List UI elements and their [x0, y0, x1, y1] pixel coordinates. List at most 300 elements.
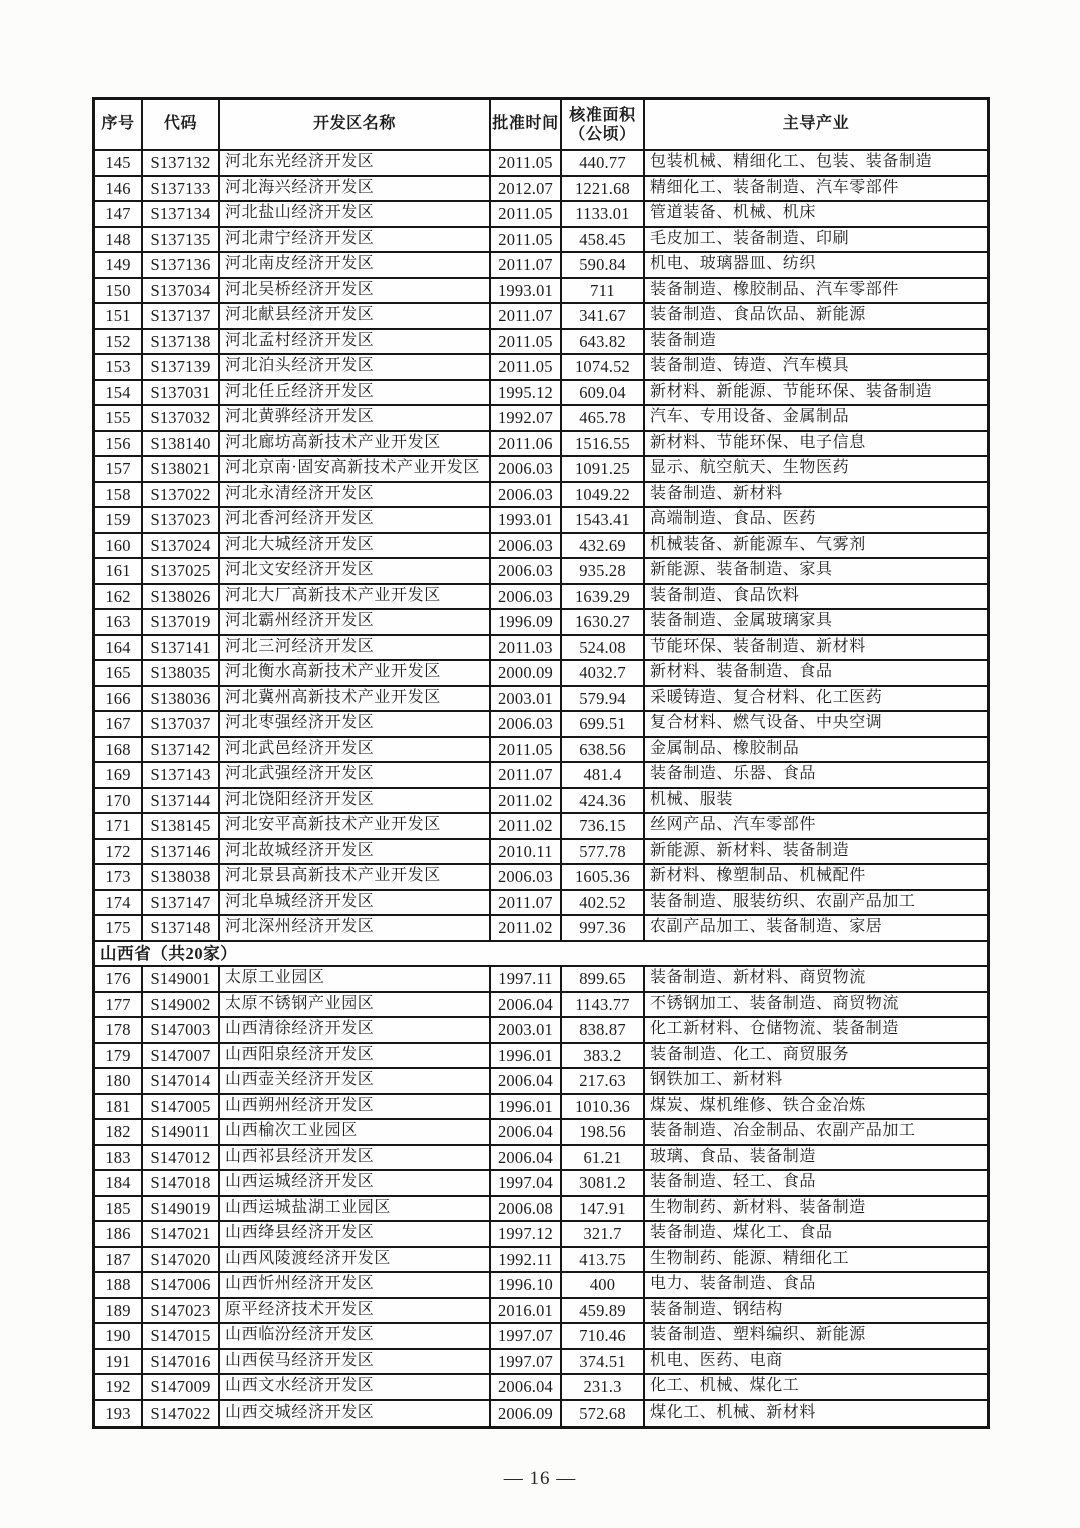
- table-row: [95, 279, 987, 305]
- table-header-row: [95, 100, 987, 151]
- cell-code: S137144: [143, 789, 220, 815]
- cell-industries: 管道装备、机械、机床: [645, 202, 987, 228]
- cell-date: 2006.03: [491, 483, 562, 509]
- table-row: [95, 585, 987, 611]
- cell-industries: 装备制造、食品饮品、新能源: [645, 304, 987, 330]
- cell-name: 河北三河经济开发区: [220, 636, 491, 662]
- cell-name: 河北阜城经济开发区: [220, 891, 491, 917]
- header-area-line1: 核准面积: [569, 106, 636, 124]
- cell-date: 2006.08: [491, 1197, 562, 1223]
- cell-no: 167: [95, 712, 143, 738]
- cell-industries: 装备制造、冶金制品、农副产品加工: [645, 1120, 987, 1146]
- table-row: [95, 1120, 987, 1146]
- table-row: [95, 1299, 987, 1325]
- table-row: [95, 763, 987, 789]
- cell-date: 2006.03: [491, 534, 562, 560]
- cell-area: 440.77: [562, 151, 645, 177]
- cell-area: 1221.68: [562, 177, 645, 203]
- cell-date: 1996.01: [491, 1095, 562, 1121]
- cell-area: 1630.27: [562, 610, 645, 636]
- table-row: [95, 381, 987, 407]
- cell-industries: 装备制造、轻工、食品: [645, 1171, 987, 1197]
- cell-area: 459.89: [562, 1299, 645, 1325]
- cell-name: 河北大厂高新技术产业开发区: [220, 585, 491, 611]
- cell-no: 162: [95, 585, 143, 611]
- cell-no: 147: [95, 202, 143, 228]
- cell-industries: 钢铁加工、新材料: [645, 1069, 987, 1095]
- cell-no: 188: [95, 1273, 143, 1299]
- cell-date: 2011.05: [491, 355, 562, 381]
- cell-no: 190: [95, 1324, 143, 1350]
- cell-no: 170: [95, 789, 143, 815]
- cell-area: 997.36: [562, 916, 645, 942]
- table-row: [95, 304, 987, 330]
- cell-name: 河北武邑经济开发区: [220, 738, 491, 764]
- cell-name: 河北肃宁经济开发区: [220, 228, 491, 254]
- table-row: [95, 916, 987, 942]
- cell-area: 1091.25: [562, 457, 645, 483]
- cell-no: 192: [95, 1375, 143, 1401]
- cell-area: 1543.41: [562, 508, 645, 534]
- cell-code: S147005: [143, 1095, 220, 1121]
- header-cell-code: 代码: [143, 100, 220, 151]
- cell-no: 158: [95, 483, 143, 509]
- cell-no: 163: [95, 610, 143, 636]
- table-row: [95, 610, 987, 636]
- cell-date: 1993.01: [491, 508, 562, 534]
- cell-no: 169: [95, 763, 143, 789]
- cell-no: 150: [95, 279, 143, 305]
- table-row: [95, 738, 987, 764]
- cell-area: 61.21: [562, 1146, 645, 1172]
- cell-industries: 精细化工、装备制造、汽车零部件: [645, 177, 987, 203]
- cell-industries: 装备制造、食品饮料: [645, 585, 987, 611]
- cell-name: 山西临汾经济开发区: [220, 1324, 491, 1350]
- table-row: [95, 1401, 987, 1427]
- cell-date: 2006.03: [491, 712, 562, 738]
- cell-code: S138026: [143, 585, 220, 611]
- cell-date: 2016.01: [491, 1299, 562, 1325]
- table-row: [95, 865, 987, 891]
- cell-no: 148: [95, 228, 143, 254]
- cell-code: S138038: [143, 865, 220, 891]
- cell-no: 176: [95, 967, 143, 993]
- table-row: [95, 355, 987, 381]
- cell-name: 河北永清经济开发区: [220, 483, 491, 509]
- table-row: [95, 432, 987, 458]
- cell-name: 河北南皮经济开发区: [220, 253, 491, 279]
- cell-code: S137136: [143, 253, 220, 279]
- cell-name: 山西壶关经济开发区: [220, 1069, 491, 1095]
- cell-name: 河北霸州经济开发区: [220, 610, 491, 636]
- cell-industries: 机电、医药、电商: [645, 1350, 987, 1376]
- cell-area: 899.65: [562, 967, 645, 993]
- cell-no: 165: [95, 661, 143, 687]
- cell-no: 155: [95, 406, 143, 432]
- cell-date: 2011.02: [491, 789, 562, 815]
- cell-area: 609.04: [562, 381, 645, 407]
- cell-date: 2011.05: [491, 151, 562, 177]
- cell-name: 山西祁县经济开发区: [220, 1146, 491, 1172]
- cell-area: 424.36: [562, 789, 645, 815]
- cell-name: 河北文安经济开发区: [220, 559, 491, 585]
- cell-area: 3081.2: [562, 1171, 645, 1197]
- cell-date: 2006.04: [491, 1375, 562, 1401]
- cell-name: 河北吴桥经济开发区: [220, 279, 491, 305]
- cell-no: 174: [95, 891, 143, 917]
- table-row: [95, 1375, 987, 1401]
- header-cell-area: [562, 100, 645, 151]
- cell-no: 154: [95, 381, 143, 407]
- cell-code: S137148: [143, 916, 220, 942]
- table-row: [95, 253, 987, 279]
- cell-code: S149011: [143, 1120, 220, 1146]
- cell-area: 341.67: [562, 304, 645, 330]
- cell-area: 572.68: [562, 1401, 645, 1427]
- cell-date: 2006.04: [491, 993, 562, 1019]
- cell-area: 710.46: [562, 1324, 645, 1350]
- cell-area: 432.69: [562, 534, 645, 560]
- cell-code: S137132: [143, 151, 220, 177]
- cell-date: 2011.05: [491, 202, 562, 228]
- cell-code: S137034: [143, 279, 220, 305]
- cell-date: 2011.03: [491, 636, 562, 662]
- cell-area: 838.87: [562, 1018, 645, 1044]
- cell-code: S137019: [143, 610, 220, 636]
- cell-code: S137147: [143, 891, 220, 917]
- cell-industries: 新材料、新能源、节能环保、装备制造: [645, 381, 987, 407]
- cell-date: 1995.12: [491, 381, 562, 407]
- cell-code: S147015: [143, 1324, 220, 1350]
- cell-no: 193: [95, 1401, 143, 1427]
- cell-industries: 显示、航空航天、生物医药: [645, 457, 987, 483]
- cell-name: 山西忻州经济开发区: [220, 1273, 491, 1299]
- cell-industries: 生物制药、能源、精细化工: [645, 1248, 987, 1274]
- cell-industries: 采暖铸造、复合材料、化工医药: [645, 687, 987, 713]
- table-row: [95, 483, 987, 509]
- cell-name: 山西清徐经济开发区: [220, 1018, 491, 1044]
- cell-date: 2003.01: [491, 687, 562, 713]
- cell-area: 147.91: [562, 1197, 645, 1223]
- table-row: [95, 406, 987, 432]
- cell-no: 157: [95, 457, 143, 483]
- cell-date: 2006.04: [491, 1120, 562, 1146]
- cell-code: S147016: [143, 1350, 220, 1376]
- cell-name: 山西榆次工业园区: [220, 1120, 491, 1146]
- cell-name: 河北京南·固安高新技术产业开发区: [220, 457, 491, 483]
- cell-date: 1992.11: [491, 1248, 562, 1274]
- cell-date: 1992.07: [491, 406, 562, 432]
- cell-code: S137134: [143, 202, 220, 228]
- development-zones-table: [92, 97, 990, 1429]
- cell-no: 168: [95, 738, 143, 764]
- cell-industries: 节能环保、装备制造、新材料: [645, 636, 987, 662]
- cell-area: 577.78: [562, 840, 645, 866]
- cell-name: 河北任丘经济开发区: [220, 381, 491, 407]
- cell-area: 699.51: [562, 712, 645, 738]
- cell-code: S137025: [143, 559, 220, 585]
- cell-date: 2011.05: [491, 738, 562, 764]
- cell-date: 2006.03: [491, 865, 562, 891]
- cell-no: 183: [95, 1146, 143, 1172]
- table-row: [95, 534, 987, 560]
- table-row: [95, 177, 987, 203]
- cell-date: 2012.07: [491, 177, 562, 203]
- cell-area: 402.52: [562, 891, 645, 917]
- cell-no: 181: [95, 1095, 143, 1121]
- cell-name: 河北深州经济开发区: [220, 916, 491, 942]
- cell-industries: 汽车、专用设备、金属制品: [645, 406, 987, 432]
- cell-no: 172: [95, 840, 143, 866]
- cell-area: 643.82: [562, 330, 645, 356]
- cell-date: 2011.05: [491, 228, 562, 254]
- cell-name: 河北黄骅经济开发区: [220, 406, 491, 432]
- table-row: [95, 687, 987, 713]
- cell-no: 180: [95, 1069, 143, 1095]
- cell-date: 1997.07: [491, 1350, 562, 1376]
- cell-industries: 新能源、新材料、装备制造: [645, 840, 987, 866]
- cell-industries: 新材料、装备制造、食品: [645, 661, 987, 687]
- cell-area: 400: [562, 1273, 645, 1299]
- cell-name: 河北香河经济开发区: [220, 508, 491, 534]
- cell-code: S147020: [143, 1248, 220, 1274]
- table-row: [95, 891, 987, 917]
- cell-area: 231.3: [562, 1375, 645, 1401]
- cell-name: 原平经济技术开发区: [220, 1299, 491, 1325]
- cell-no: 160: [95, 534, 143, 560]
- cell-name: 山西朔州经济开发区: [220, 1095, 491, 1121]
- cell-no: 191: [95, 1350, 143, 1376]
- cell-date: 2011.07: [491, 304, 562, 330]
- cell-date: 1997.12: [491, 1222, 562, 1248]
- cell-name: 山西运城经济开发区: [220, 1171, 491, 1197]
- cell-code: S147018: [143, 1171, 220, 1197]
- cell-industries: 新材料、节能环保、电子信息: [645, 432, 987, 458]
- table-row: [95, 840, 987, 866]
- cell-industries: 装备制造: [645, 330, 987, 356]
- cell-area: 711: [562, 279, 645, 305]
- cell-code: S147012: [143, 1146, 220, 1172]
- cell-area: 321.7: [562, 1222, 645, 1248]
- cell-name: 河北泊头经济开发区: [220, 355, 491, 381]
- cell-date: 1996.01: [491, 1044, 562, 1070]
- cell-no: 178: [95, 1018, 143, 1044]
- cell-area: 590.84: [562, 253, 645, 279]
- cell-no: 184: [95, 1171, 143, 1197]
- cell-no: 151: [95, 304, 143, 330]
- cell-name: 河北冀州高新技术产业开发区: [220, 687, 491, 713]
- cell-area: 1074.52: [562, 355, 645, 381]
- table-row: [95, 228, 987, 254]
- cell-area: 524.08: [562, 636, 645, 662]
- table-row: [95, 1248, 987, 1274]
- cell-area: 198.56: [562, 1120, 645, 1146]
- cell-date: 2006.04: [491, 1146, 562, 1172]
- cell-name: 河北孟村经济开发区: [220, 330, 491, 356]
- cell-code: S138021: [143, 457, 220, 483]
- cell-code: S137143: [143, 763, 220, 789]
- cell-area: 1010.36: [562, 1095, 645, 1121]
- cell-date: 2000.09: [491, 661, 562, 687]
- cell-code: S149019: [143, 1197, 220, 1223]
- cell-no: 156: [95, 432, 143, 458]
- table-row: [95, 1069, 987, 1095]
- table-row: [95, 202, 987, 228]
- cell-area: 1639.29: [562, 585, 645, 611]
- section-header-label: 山西省（共20家）: [95, 942, 987, 968]
- cell-industries: 装备制造、塑料编织、新能源: [645, 1324, 987, 1350]
- cell-date: 1996.09: [491, 610, 562, 636]
- cell-area: 579.94: [562, 687, 645, 713]
- cell-code: S138036: [143, 687, 220, 713]
- cell-date: 2003.01: [491, 1018, 562, 1044]
- cell-no: 166: [95, 687, 143, 713]
- cell-industries: 毛皮加工、装备制造、印刷: [645, 228, 987, 254]
- header-cell-no: 序号: [95, 100, 143, 151]
- cell-name: 河北大城经济开发区: [220, 534, 491, 560]
- table-row: [95, 1171, 987, 1197]
- cell-date: 1997.07: [491, 1324, 562, 1350]
- cell-code: S147009: [143, 1375, 220, 1401]
- cell-area: 458.45: [562, 228, 645, 254]
- cell-code: S149002: [143, 993, 220, 1019]
- table-row: [95, 151, 987, 177]
- table-row: [95, 1044, 987, 1070]
- cell-no: 189: [95, 1299, 143, 1325]
- header-cell-name: 开发区名称: [220, 100, 491, 151]
- cell-area: 481.4: [562, 763, 645, 789]
- cell-no: 175: [95, 916, 143, 942]
- cell-date: 2006.09: [491, 1401, 562, 1427]
- cell-industries: 装备制造、服装纺织、农副产品加工: [645, 891, 987, 917]
- table-row: [95, 1273, 987, 1299]
- cell-date: 2011.06: [491, 432, 562, 458]
- cell-no: 173: [95, 865, 143, 891]
- cell-no: 187: [95, 1248, 143, 1274]
- table-row: [95, 1222, 987, 1248]
- cell-industries: 复合材料、燃气设备、中央空调: [645, 712, 987, 738]
- cell-industries: 机械、服装: [645, 789, 987, 815]
- cell-no: 149: [95, 253, 143, 279]
- cell-name: 河北献县经济开发区: [220, 304, 491, 330]
- cell-code: S147007: [143, 1044, 220, 1070]
- cell-no: 164: [95, 636, 143, 662]
- cell-date: 1996.10: [491, 1273, 562, 1299]
- cell-industries: 农副产品加工、装备制造、家居: [645, 916, 987, 942]
- cell-date: 2006.04: [491, 1069, 562, 1095]
- cell-date: 1993.01: [491, 279, 562, 305]
- cell-industries: 化工、机械、煤化工: [645, 1375, 987, 1401]
- cell-code: S147022: [143, 1401, 220, 1427]
- table-row: [95, 1018, 987, 1044]
- cell-code: S147014: [143, 1069, 220, 1095]
- table-row: [95, 1350, 987, 1376]
- cell-date: 1997.04: [491, 1171, 562, 1197]
- cell-name: 山西风陵渡经济开发区: [220, 1248, 491, 1274]
- cell-industries: 煤化工、机械、新材料: [650, 1403, 817, 1421]
- cell-area: 465.78: [562, 406, 645, 432]
- cell-no: 161: [95, 559, 143, 585]
- cell-name: 河北盐山经济开发区: [220, 202, 491, 228]
- cell-code: S149001: [143, 967, 220, 993]
- cell-no: 177: [95, 993, 143, 1019]
- cell-industries: 机电、玻璃器皿、纺织: [645, 253, 987, 279]
- cell-name: 山西文水经济开发区: [220, 1375, 491, 1401]
- cell-area: 736.15: [562, 814, 645, 840]
- cell-no: 182: [95, 1120, 143, 1146]
- cell-industries: 煤炭、煤机维修、铁合金冶炼: [645, 1095, 987, 1121]
- cell-industries: 机械装备、新能源车、气雾剂: [645, 534, 987, 560]
- cell-industries: 高端制造、食品、医药: [645, 508, 987, 534]
- cell-no: 153: [95, 355, 143, 381]
- cell-industries: 装备制造、煤化工、食品: [645, 1222, 987, 1248]
- cell-industries: 装备制造、铸造、汽车模具: [645, 355, 987, 381]
- cell-industries: 金属制品、橡胶制品: [645, 738, 987, 764]
- table-row: [95, 661, 987, 687]
- table-row: [95, 1146, 987, 1172]
- cell-area: 374.51: [562, 1350, 645, 1376]
- cell-area: 4032.7: [562, 661, 645, 687]
- cell-name: 河北武强经济开发区: [220, 763, 491, 789]
- header-cell-date: 批准时间: [491, 100, 562, 151]
- table-row: [95, 508, 987, 534]
- cell-industries: 不锈钢加工、装备制造、商贸物流: [645, 993, 987, 1019]
- cell-date: 2006.03: [491, 457, 562, 483]
- cell-code: S137022: [143, 483, 220, 509]
- table-body: [95, 151, 987, 1426]
- cell-industries: 装备制造、化工、商贸服务: [645, 1044, 987, 1070]
- cell-code: S137023: [143, 508, 220, 534]
- cell-industries: 装备制造、钢结构: [645, 1299, 987, 1325]
- cell-code: S147003: [143, 1018, 220, 1044]
- cell-code: S137142: [143, 738, 220, 764]
- cell-industries: 装备制造、橡胶制品、汽车零部件: [645, 279, 987, 305]
- header-area-line2: （公顷）: [569, 125, 636, 143]
- cell-code: S137141: [143, 636, 220, 662]
- table-row: [95, 814, 987, 840]
- table-row: [95, 1197, 987, 1223]
- cell-area: 1133.01: [562, 202, 645, 228]
- cell-date: 2011.02: [491, 814, 562, 840]
- cell-code: S137024: [143, 534, 220, 560]
- header-cell-industries: 主导产业: [645, 100, 987, 151]
- table-row: [95, 789, 987, 815]
- section-header-row: [95, 942, 987, 968]
- cell-code: S138145: [143, 814, 220, 840]
- cell-no: 146: [95, 177, 143, 203]
- cell-industries: 装备制造、金属玻璃家具: [645, 610, 987, 636]
- cell-industries: 装备制造、乐器、食品: [645, 763, 987, 789]
- cell-name: 河北故城经济开发区: [220, 840, 491, 866]
- table-row: [95, 993, 987, 1019]
- cell-name: 山西运城盐湖工业园区: [220, 1197, 491, 1223]
- cell-code: S138035: [143, 661, 220, 687]
- cell-name: 山西交城经济开发区: [220, 1401, 491, 1427]
- cell-area: 1605.36: [562, 865, 645, 891]
- cell-code: S137037: [143, 712, 220, 738]
- cell-area: 1049.22: [562, 483, 645, 509]
- cell-name: 山西绛县经济开发区: [220, 1222, 491, 1248]
- cell-area: 383.2: [562, 1044, 645, 1070]
- cell-name: 河北安平高新技术产业开发区: [220, 814, 491, 840]
- table-row: [95, 1095, 987, 1121]
- cell-date: 2011.07: [491, 891, 562, 917]
- cell-date: 1997.11: [491, 967, 562, 993]
- table-row: [95, 967, 987, 993]
- cell-date: 2011.07: [491, 253, 562, 279]
- cell-name: 河北饶阳经济开发区: [220, 789, 491, 815]
- table-row: [95, 712, 987, 738]
